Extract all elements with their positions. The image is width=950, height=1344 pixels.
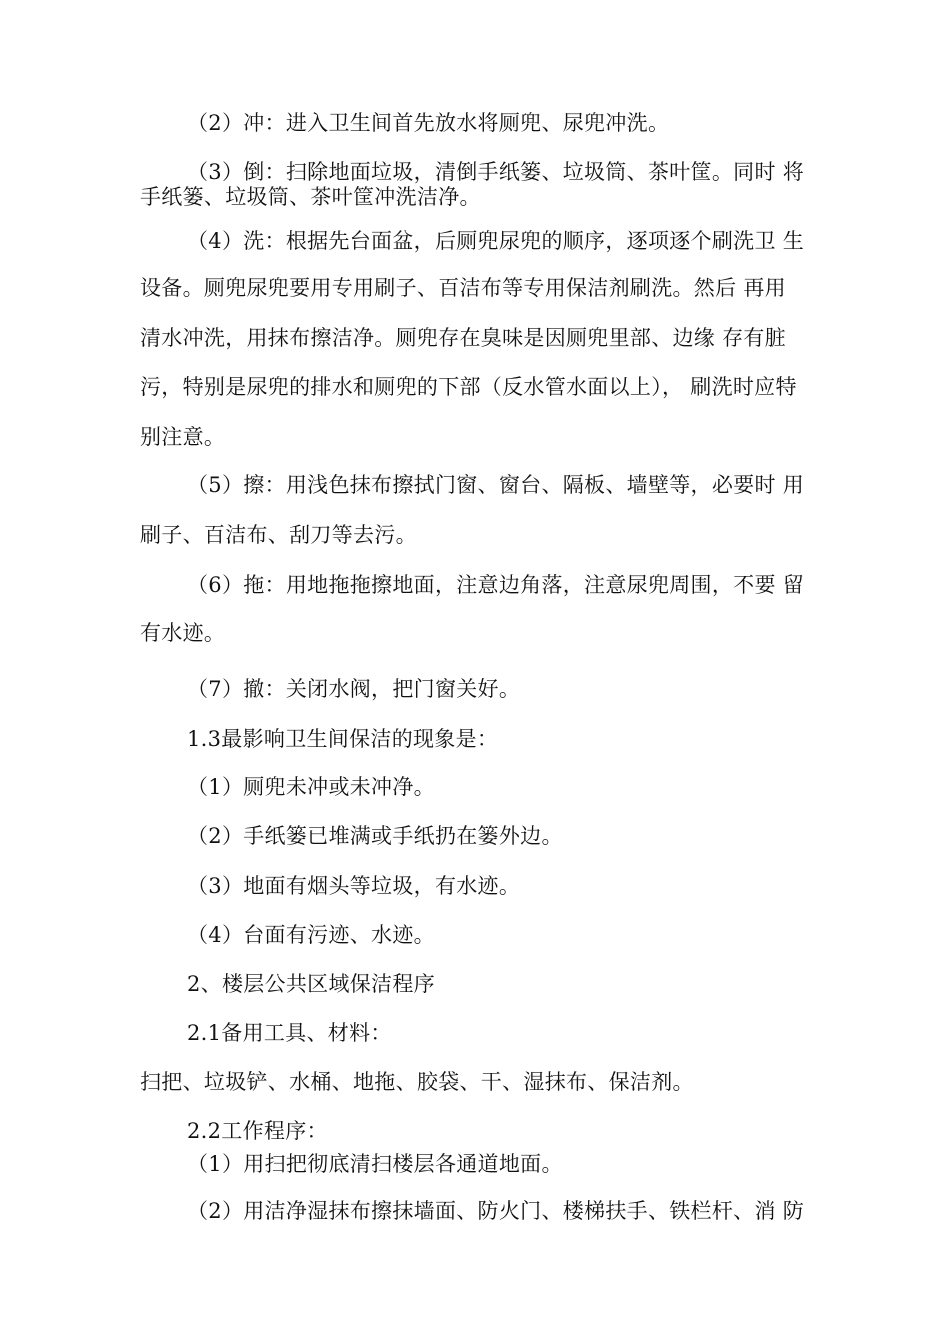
paragraph-line: （6）拖：用地拖拖擦地面，注意边角落，注意尿兜周围，不要 留 <box>187 573 805 597</box>
paragraph-line: 有水迹。 <box>140 621 226 645</box>
list-item: （1）厕兜未冲或未冲净。 <box>187 775 435 799</box>
section-heading: 1.3最影响卫生间保洁的现象是： <box>187 727 499 751</box>
paragraph-line: （7）撤：关闭水阀，把门窗关好。 <box>187 677 521 701</box>
paragraph-line: 手纸篓、垃圾筒、茶叶筐冲洗洁净。 <box>140 185 481 209</box>
list-item: （4）台面有污迹、水迹。 <box>187 923 435 947</box>
paragraph-line: 扫把、垃圾铲、水桶、地拖、胶袋、干、湿抹布、保洁剂。 <box>140 1070 694 1094</box>
section-heading: 2、楼层公共区域保洁程序 <box>187 972 435 996</box>
section-heading: 2.1备用工具、材料： <box>187 1021 392 1045</box>
paragraph-line: 污，特别是尿兜的排水和厕兜的下部（反水管水面以上）， 刷洗时应特 <box>140 375 797 399</box>
list-item: （3）地面有烟头等垃圾，有水迹。 <box>187 874 521 898</box>
paragraph-line: 清水冲洗，用抹布擦洁净。厕兜存在臭味是因厕兜里部、边缘 存有脏 <box>140 326 786 350</box>
paragraph-line: 设备。厕兜尿兜要用专用刷子、百洁布等专用保洁剂刷洗。然后 再用 <box>140 276 786 300</box>
list-item: （2）手纸篓已堆满或手纸扔在篓外边。 <box>187 824 563 848</box>
list-item: （2）用洁净湿抹布擦抹墙面、防火门、楼梯扶手、铁栏杆、消 防 <box>187 1199 805 1223</box>
section-heading: 2.2工作程序： <box>187 1119 328 1143</box>
paragraph-line: 刷子、百洁布、刮刀等去污。 <box>140 523 417 547</box>
paragraph-line: （4）洗：根据先台面盆，后厕兜尿兜的顺序，逐项逐个刷洗卫 生 <box>187 229 805 253</box>
paragraph-line: 别注意。 <box>140 425 226 449</box>
paragraph-line: （5）擦：用浅色抹布擦拭门窗、窗台、隔板、墙壁等，必要时 用 <box>187 473 805 497</box>
paragraph-line: （2）冲：进入卫生间首先放水将厕兜、尿兜冲洗。 <box>187 111 670 135</box>
paragraph-line: （3）倒：扫除地面垃圾，清倒手纸篓、垃圾筒、茶叶筐。同时 将 <box>187 160 805 184</box>
list-item: （1）用扫把彻底清扫楼层各通道地面。 <box>187 1152 563 1176</box>
